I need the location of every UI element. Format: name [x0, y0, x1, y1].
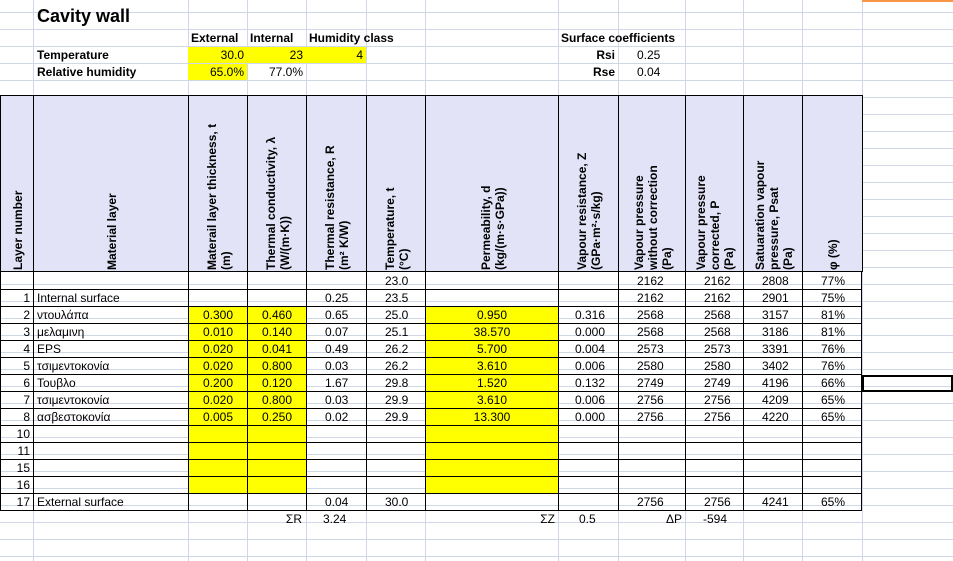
cell-mat[interactable]	[34, 477, 188, 493]
cell-lam[interactable]	[248, 426, 306, 442]
column-header-text: Satuaration vapour	[752, 160, 767, 270]
cell-d[interactable]	[426, 477, 558, 493]
cell-R[interactable]: 0.49	[325, 342, 349, 356]
temperature-label[interactable]: Temperature	[37, 48, 109, 62]
cell-lam[interactable]: 0.250	[248, 409, 306, 425]
column-header-phi[interactable]	[802, 95, 863, 272]
cell-Z[interactable]: 0.006	[575, 393, 606, 407]
cell-pc[interactable]: 2568	[704, 325, 731, 339]
column-border	[802, 272, 803, 510]
cell-lam[interactable]	[248, 290, 306, 306]
column-header-text: pressure, Psat	[766, 187, 781, 270]
column-header-pw[interactable]	[618, 95, 686, 272]
cell-pc[interactable]: 2162	[704, 274, 731, 288]
cell-temp[interactable]	[367, 443, 425, 459]
cell-temp[interactable]: 29.9	[385, 410, 409, 424]
column-header-t[interactable]	[188, 95, 248, 272]
cell-phi[interactable]: 76%	[821, 342, 846, 356]
cell-t[interactable]: 0.020	[189, 341, 247, 357]
column-border	[306, 272, 307, 510]
cell-d[interactable]	[426, 273, 558, 289]
cell-d[interactable]: 0.950	[426, 307, 558, 323]
column-header-text: (W/(m·K))	[277, 216, 292, 270]
cell-temp[interactable]: 29.9	[385, 393, 409, 407]
column-border	[685, 272, 686, 510]
surface-coefficients-title[interactable]: Surface coefficients	[561, 31, 676, 45]
cell-mat[interactable]: ασβεστοκονία	[37, 410, 111, 424]
cell-psat[interactable]: 4241	[762, 495, 789, 509]
cell-R[interactable]: 0.03	[325, 393, 349, 407]
cell-d[interactable]	[426, 494, 558, 510]
column-border	[558, 272, 559, 510]
column-header-lam[interactable]	[247, 95, 307, 272]
cell-mat[interactable]	[34, 443, 188, 459]
cell-mat[interactable]: ντουλάπα	[37, 308, 89, 322]
cell-psat[interactable]	[744, 426, 802, 442]
cell-phi[interactable]: 77%	[821, 274, 846, 288]
cell-phi[interactable]	[803, 460, 862, 476]
cell-temp[interactable]: 23.5	[385, 291, 409, 305]
cell-t[interactable]	[189, 494, 247, 510]
column-border	[618, 272, 619, 510]
cell-Z[interactable]: 0.006	[575, 359, 606, 373]
column-header-text: (m)	[218, 251, 233, 270]
layers-table	[0, 95, 862, 527]
cell-R[interactable]	[307, 460, 366, 476]
cell-mat[interactable]: τσιμεντοκονία	[37, 359, 110, 373]
cell-temp[interactable]: 29.8	[385, 376, 409, 390]
cell-temp[interactable]	[367, 426, 425, 442]
cell-lam[interactable]: 0.140	[248, 324, 306, 340]
cell-psat[interactable]: 3402	[762, 359, 789, 373]
cell-pw[interactable]	[619, 460, 685, 476]
cell-d[interactable]: 3.610	[426, 392, 558, 408]
cell-pc[interactable]	[686, 477, 743, 493]
column-header-text: Layer number	[10, 190, 25, 270]
cell-Z[interactable]: 0.000	[575, 410, 606, 424]
cell-n[interactable]: 1	[23, 291, 30, 305]
cell-R[interactable]	[307, 273, 366, 289]
column-border	[188, 272, 189, 510]
cell-t[interactable]: 0.200	[189, 375, 247, 391]
cell-lam[interactable]	[248, 273, 306, 289]
cell-phi[interactable]: 75%	[821, 291, 846, 305]
cell-t[interactable]	[189, 443, 247, 459]
cell-n[interactable]: 5	[23, 359, 30, 373]
cell-psat[interactable]: 3391	[762, 342, 789, 356]
column-header-text: (°C)	[396, 248, 411, 270]
cell-t[interactable]	[189, 460, 247, 476]
cell-psat[interactable]: 3157	[762, 308, 789, 322]
cell-phi[interactable]	[803, 426, 862, 442]
relative-humidity-label[interactable]: Relative humidity	[37, 65, 137, 79]
col-external-header[interactable]: External	[191, 31, 239, 45]
cell-pc[interactable]: 2580	[704, 359, 731, 373]
cell-temp[interactable]: 25.0	[385, 308, 409, 322]
cell-n[interactable]: 4	[23, 342, 30, 356]
column-header-text: corrected, P	[708, 200, 722, 270]
cell-n[interactable]: 7	[23, 393, 30, 407]
column-header-psat[interactable]	[743, 95, 803, 272]
cell-pw[interactable]	[619, 443, 685, 459]
cell-mat[interactable]: Internal surface	[37, 291, 120, 305]
cell-temp[interactable]	[367, 477, 425, 493]
rsi-label[interactable]: Rsi	[596, 48, 615, 62]
cell-d[interactable]	[426, 460, 558, 476]
sum-z-label[interactable]: ΣZ	[540, 512, 555, 526]
cell-temp[interactable]: 26.2	[385, 359, 409, 373]
cell-lam[interactable]	[248, 494, 306, 510]
cell-t[interactable]	[189, 477, 247, 493]
cell-R[interactable]: 0.07	[325, 325, 349, 339]
col-internal-header[interactable]: Internal	[250, 31, 294, 45]
cell-Z[interactable]	[559, 477, 618, 493]
humidity-class-input[interactable]: 4	[306, 47, 366, 63]
cell-pw[interactable]: 2568	[637, 308, 664, 322]
cell-R[interactable]: 0.04	[325, 495, 349, 509]
cell-t[interactable]	[189, 273, 247, 289]
column-header-text: Thermal conductivity, λ	[263, 136, 278, 270]
cell-phi[interactable]	[803, 443, 862, 459]
cell-Z[interactable]: 0.132	[575, 376, 606, 390]
cell-n[interactable]: 16	[16, 478, 30, 492]
cell-n[interactable]: 17	[16, 495, 30, 509]
column-border	[33, 272, 34, 510]
column-border	[0, 272, 1, 510]
cell-d[interactable]	[426, 443, 558, 459]
cell-R[interactable]: 0.02	[325, 410, 349, 424]
cell-lam[interactable]: 0.120	[248, 375, 306, 391]
cell-n[interactable]: 3	[23, 325, 30, 339]
column-header-text: (m² K/W)	[337, 220, 351, 270]
gridline	[0, 29, 953, 30]
cell-Z[interactable]	[559, 460, 618, 476]
cell-psat[interactable]: 4196	[762, 376, 789, 390]
rh-internal-value[interactable]: 77.0%	[268, 65, 303, 79]
cell-t[interactable]: 0.020	[189, 358, 247, 374]
cell-t[interactable]	[189, 426, 247, 442]
column-header-text: Vapour pressure	[694, 175, 708, 270]
cell-R[interactable]: 0.03	[325, 359, 349, 373]
cell-phi[interactable]: 81%	[821, 308, 846, 322]
cell-pw[interactable]: 2756	[637, 393, 664, 407]
column-header-n[interactable]	[0, 95, 34, 272]
cell-phi[interactable]	[803, 477, 862, 493]
cell-R[interactable]: 1.67	[325, 376, 349, 390]
cell-temp[interactable]: 25.1	[385, 325, 409, 339]
cell-d[interactable]: 3.610	[426, 358, 558, 374]
cell-n[interactable]: 2	[23, 308, 30, 322]
cell-lam[interactable]: 0.800	[248, 392, 306, 408]
column-border	[247, 272, 248, 510]
cell-t[interactable]: 0.005	[189, 409, 247, 425]
rse-label[interactable]: Rse	[592, 65, 615, 79]
cell-lam[interactable]: 0.800	[248, 358, 306, 374]
cell-d[interactable]: 38.570	[426, 324, 558, 340]
delta-p-value[interactable]: -594	[703, 512, 728, 526]
cell-n[interactable]: 6	[23, 376, 30, 390]
cell-lam[interactable]: 0.460	[248, 307, 306, 323]
cell-psat[interactable]: 2808	[762, 274, 789, 288]
column-header-temp[interactable]	[366, 95, 426, 272]
cell-pc[interactable]	[686, 443, 743, 459]
cell-pw[interactable]	[619, 426, 685, 442]
cell-pw[interactable]: 2580	[637, 359, 664, 373]
cell-pc[interactable]	[686, 426, 743, 442]
cell-psat[interactable]	[744, 477, 802, 493]
cell-pw[interactable]: 2568	[637, 325, 664, 339]
gridline	[0, 539, 953, 540]
cell-temp[interactable]	[367, 460, 425, 476]
cell-n[interactable]: 15	[16, 461, 30, 475]
column-border	[366, 272, 367, 510]
cell-psat[interactable]: 4220	[762, 410, 789, 424]
cell-Z[interactable]	[559, 290, 618, 306]
cell-Z[interactable]	[559, 273, 618, 289]
column-header-pc[interactable]	[685, 95, 744, 272]
column-header-text: φ (%)	[825, 239, 840, 270]
column-header-text: Material layer	[104, 193, 119, 270]
column-header-text: Permeability, d	[478, 185, 493, 270]
column-header-text: Materail layer thickness, t	[204, 123, 219, 270]
cell-mat[interactable]: μελαμινη	[37, 325, 85, 339]
cell-mat[interactable]	[34, 460, 188, 476]
cell-pw[interactable]: 2756	[637, 410, 664, 424]
cell-psat[interactable]: 2901	[762, 291, 789, 305]
cell-n[interactable]: 11	[17, 444, 30, 458]
cell-mat[interactable]	[34, 273, 188, 289]
cell-Z[interactable]: 0.000	[575, 325, 606, 339]
delta-p-label[interactable]: ΔP	[665, 512, 682, 526]
cell-temp[interactable]: 26.2	[385, 342, 409, 356]
cell-t[interactable]: 0.010	[189, 324, 247, 340]
active-cell-selection[interactable]	[862, 375, 953, 392]
cell-psat[interactable]	[744, 460, 802, 476]
rsi-value[interactable]: 0.25	[637, 48, 661, 62]
column-header-text: Thermal resistance, R	[323, 145, 337, 270]
column-header-text: (Pa)	[780, 247, 795, 270]
cell-pw[interactable]: 2162	[637, 274, 664, 288]
column-header-text: without correction	[645, 165, 660, 270]
cell-d[interactable]: 13.300	[426, 409, 558, 425]
cell-d[interactable]	[426, 426, 558, 442]
cell-R[interactable]	[307, 426, 366, 442]
sum-r-label[interactable]: ΣR	[285, 512, 302, 526]
column-header-d[interactable]	[425, 95, 559, 272]
cell-mat[interactable]: EPS	[37, 342, 62, 356]
cell-temp[interactable]: 30.0	[385, 495, 409, 509]
sum-r-value[interactable]: 3.24	[323, 512, 347, 526]
cell-pw[interactable]	[619, 477, 685, 493]
cell-n[interactable]: 8	[23, 410, 30, 424]
cell-pw[interactable]: 2756	[637, 495, 664, 509]
column-header-text: (kg/(m·s·GPa))	[492, 187, 507, 270]
cell-Z[interactable]: 0.004	[575, 342, 606, 356]
column-header-text: Temperature, t	[382, 187, 397, 270]
cell-Z[interactable]	[559, 443, 618, 459]
cell-pc[interactable]: 2568	[704, 308, 731, 322]
rse-value[interactable]: 0.04	[637, 65, 661, 79]
column-header-R[interactable]	[306, 95, 367, 272]
col-humidity-class-header[interactable]: Humidity class	[309, 31, 394, 45]
cell-pw[interactable]: 2162	[637, 291, 664, 305]
cell-pc[interactable]	[686, 460, 743, 476]
sum-z-value[interactable]: 0.5	[579, 512, 596, 526]
cell-t[interactable]: 0.020	[189, 392, 247, 408]
column-header-mat[interactable]	[33, 95, 189, 272]
cell-mat[interactable]: τσιμεντοκονία	[37, 393, 110, 407]
column-header-text: Vapour resistance, Z	[575, 152, 589, 270]
cell-lam[interactable]	[248, 460, 306, 476]
cell-phi[interactable]: 81%	[821, 325, 846, 339]
column-header-text: (GPa·m²·s/kg)	[589, 191, 603, 270]
cell-pc[interactable]: 2756	[704, 495, 731, 509]
column-header-Z[interactable]	[558, 95, 619, 272]
cell-psat[interactable]: 3186	[762, 325, 789, 339]
cell-d[interactable]: 1.520	[426, 375, 558, 391]
column-header-text: (Pa)	[659, 247, 674, 270]
gridline	[0, 556, 953, 557]
cell-pc[interactable]: 2756	[704, 393, 731, 407]
cell-phi[interactable]: 65%	[821, 495, 846, 509]
cell-psat[interactable]: 4209	[762, 393, 789, 407]
rh-external-input[interactable]: 65.0%	[188, 64, 247, 80]
gridline	[0, 80, 953, 81]
cell-Z[interactable]: 0.316	[575, 308, 606, 322]
cell-mat[interactable]	[34, 426, 188, 442]
column-border	[743, 272, 744, 510]
cell-lam[interactable]	[248, 477, 306, 493]
cell-pc[interactable]: 2756	[704, 410, 731, 424]
cell-d[interactable]	[426, 290, 558, 306]
selected-column-indicator	[862, 0, 953, 2]
cell-mat[interactable]: Τουβλο	[37, 376, 76, 390]
temperature-external-input[interactable]: 30.0	[188, 47, 247, 63]
cell-n[interactable]	[1, 273, 33, 289]
cell-pc[interactable]: 2573	[704, 342, 731, 356]
cell-pc[interactable]: 2162	[704, 291, 731, 305]
cell-t[interactable]	[189, 290, 247, 306]
cell-psat[interactable]	[744, 443, 802, 459]
cell-lam[interactable]: 0.041	[248, 341, 306, 357]
cell-phi[interactable]: 66%	[821, 376, 846, 390]
cell-Z[interactable]	[559, 426, 618, 442]
cell-phi[interactable]: 65%	[821, 393, 846, 407]
cell-pc[interactable]: 2749	[704, 376, 731, 390]
sheet-title[interactable]: Cavity wall	[37, 6, 131, 26]
column-header-text: Vapour pressure	[631, 175, 646, 270]
cell-lam[interactable]	[248, 443, 306, 459]
cell-pw[interactable]: 2749	[637, 376, 664, 390]
cell-pw[interactable]: 2573	[637, 342, 664, 356]
cell-Z[interactable]	[559, 494, 618, 510]
cell-R[interactable]	[307, 443, 366, 459]
cell-n[interactable]: 10	[16, 427, 30, 441]
cell-phi[interactable]: 76%	[821, 359, 846, 373]
gridline	[862, 0, 863, 561]
cell-R[interactable]: 0.65	[325, 308, 349, 322]
cell-t[interactable]: 0.300	[189, 307, 247, 323]
cell-R[interactable]	[307, 477, 366, 493]
temperature-internal-input[interactable]: 23	[247, 47, 306, 63]
cell-phi[interactable]: 65%	[821, 410, 846, 424]
cell-R[interactable]: 0.25	[325, 291, 349, 305]
cell-d[interactable]: 5.700	[426, 341, 558, 357]
cell-mat[interactable]: External surface	[37, 495, 124, 509]
column-border	[425, 272, 426, 510]
cell-temp[interactable]: 23.0	[385, 274, 409, 288]
column-header-text: (Pa)	[722, 247, 736, 270]
